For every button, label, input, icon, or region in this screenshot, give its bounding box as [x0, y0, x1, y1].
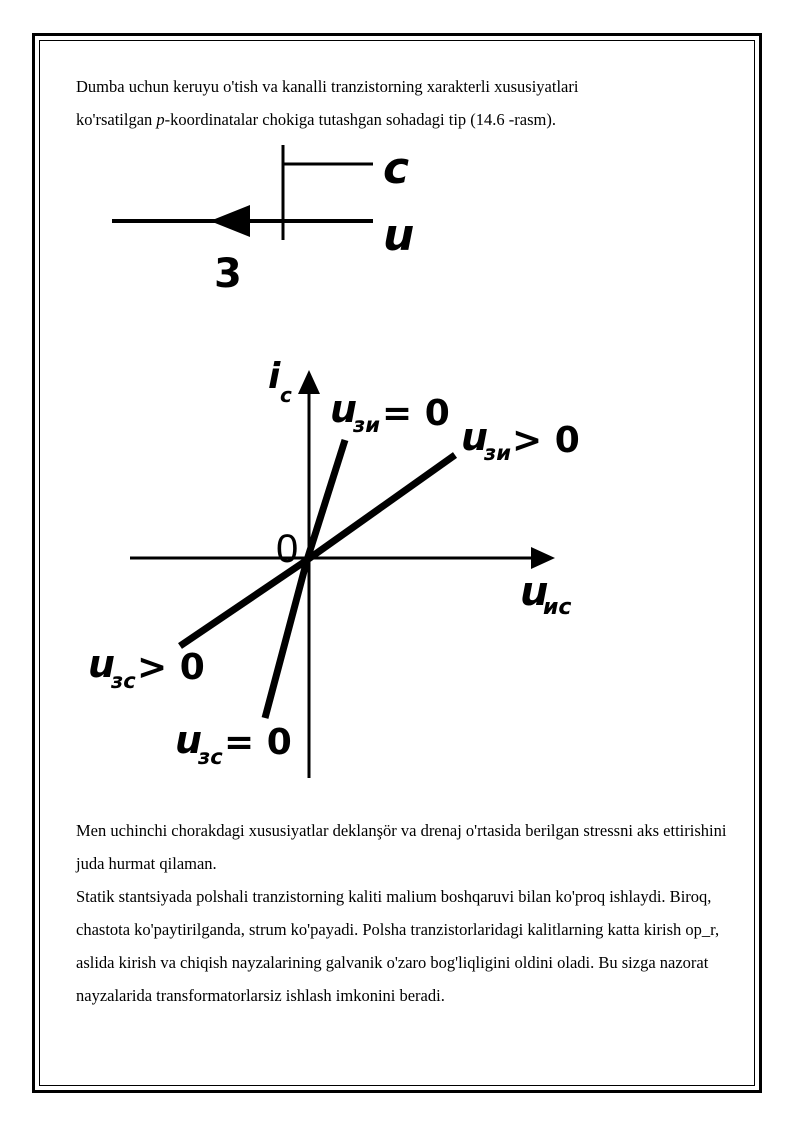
label-steep-lower-rel: = 0 [224, 722, 292, 763]
label-steep-upper: u [330, 387, 358, 431]
line-steep-upper [307, 440, 345, 560]
y-axis-label: i [268, 356, 281, 397]
label-steep-upper-rel: = 0 [382, 393, 450, 434]
drain-label: c [383, 143, 410, 194]
label-steep-lower-sub: зс [198, 745, 223, 769]
origin-label: 0 [276, 527, 299, 571]
intro-line-2-suffix: -koordinatalar chokiga tutashgan sohadagi tip (14.6 -rasm). [164, 110, 556, 129]
gate-label: 3 [214, 251, 242, 297]
label-steep-lower: u [175, 718, 203, 762]
middle-paragraph: Men uchinchi chorakdagi xususiyatlar deklanşör va drenaj o'rtasida berilgan stressni aks ettirishini juda hurmat qilaman. [76, 821, 727, 873]
label-shallow-lower-rel: > 0 [137, 647, 205, 688]
label-steep-upper-sub: зи [353, 413, 380, 437]
label-shallow-lower-sub: зс [111, 669, 136, 693]
closing-paragraph: Statik stantsiyada polshali tranzistorning kaliti malium boshqaruvi bilan ko'proq ishlaydi. Biroq, chastota ko'paytirilganda, strum ko'payadi. Polsha tranzistorlaridagi kalitlarning katta kirish op_r, aslida kirish va chiqish nayzalarining galvanik o'zaro bog'liqligini oldini oladi. Bu sizga nazorat nayzalarida transformatorlarsiz ishlash imkonini beradi. [76, 887, 720, 1005]
x-axis-label: u [520, 569, 549, 615]
source-label: u [383, 210, 415, 261]
label-shallow-upper: u [461, 415, 489, 459]
label-shallow-upper-rel: > 0 [512, 420, 580, 461]
x-axis-subscript: ис [543, 595, 572, 620]
label-shallow-lower: u [88, 642, 116, 686]
label-shallow-upper-sub: зи [484, 441, 511, 465]
y-axis-arrow-icon [298, 370, 320, 394]
intro-line-2-prefix: ko'rsatilgan [76, 110, 157, 129]
intro-line-1: Dumba uchun keruyu o'tish va kanalli tranzistorning xarakterli xususіyatlari [76, 77, 579, 96]
x-axis-arrow-icon [531, 547, 555, 569]
intro-line-2-italic: p [156, 110, 165, 129]
line-shallow-upper [307, 455, 455, 560]
y-axis-subscript: c [280, 383, 292, 407]
